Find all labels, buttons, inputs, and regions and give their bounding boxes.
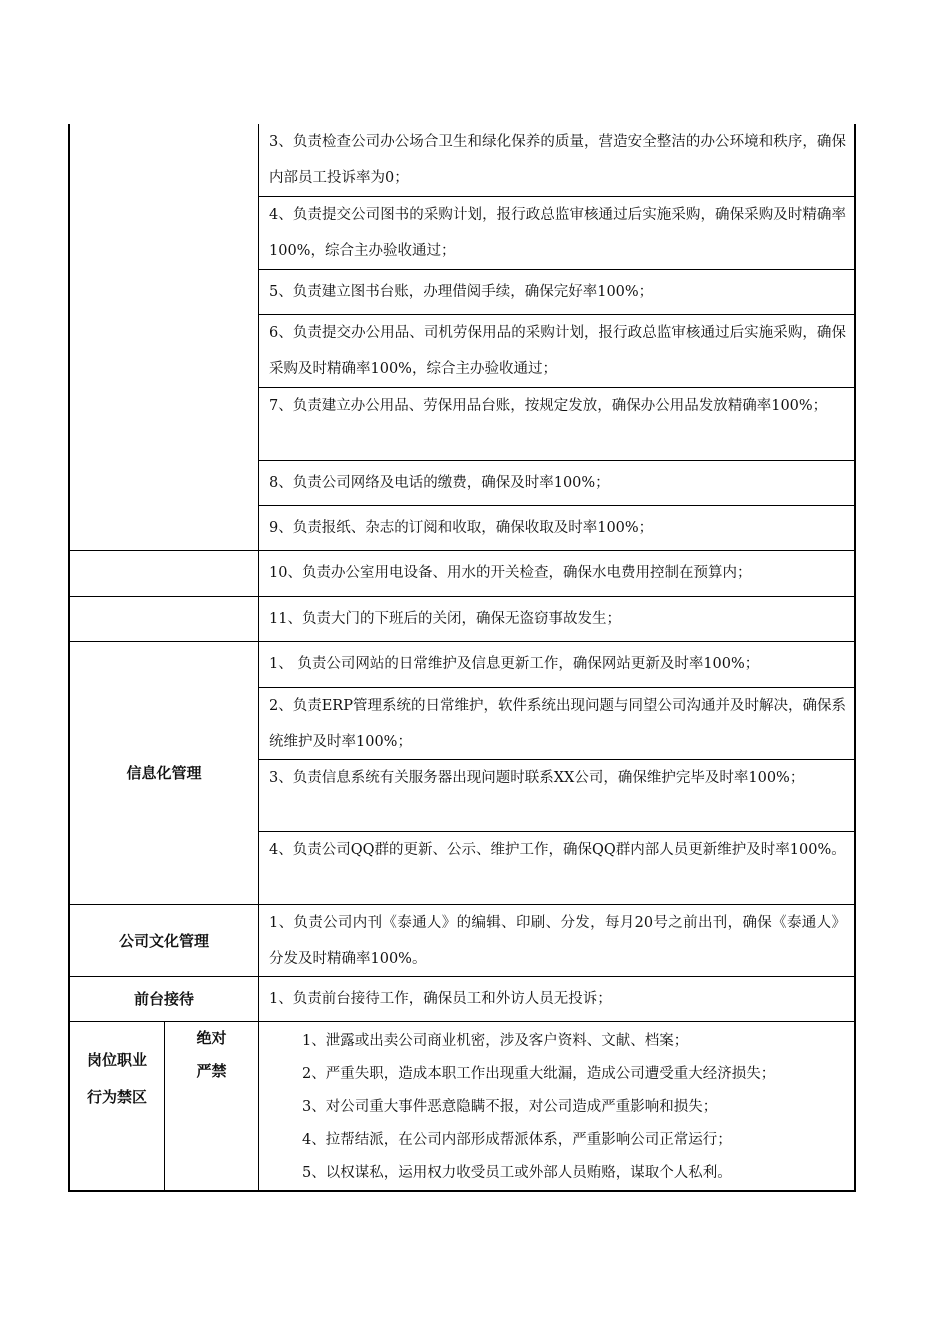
- culture-item: 1、负责公司内刊《泰通人》的编辑、印刷、分发，每月20号之前出刊，确保《泰通人》分发及时精确率100%。: [269, 915, 846, 967]
- forbidden-list: [260, 1022, 854, 1190]
- duty-item: 9、负责报纸、杂志的订阅和收取，确保收取及时率100%；: [269, 520, 654, 536]
- info-item: 1、 负责公司网站的日常维护及信息更新工作，确保网站更新及时率100%；: [269, 656, 760, 672]
- forbidden-item: 4、拉帮结派，在公司内部形成帮派体系，严重影响公司正常运行；: [302, 1132, 732, 1148]
- column-divider: [258, 124, 259, 1192]
- info-item: 4、负责公司QQ群的更新、公示、维护工作，确保QQ群内部人员更新维护及时率100%。: [269, 842, 846, 858]
- info-section-label: 信息化管理: [126, 764, 202, 782]
- forbidden-sub-label: [165, 1022, 258, 1088]
- duty-item: 8、负责公司网络及电话的缴费，确保及时率100%；: [269, 475, 610, 491]
- forbidden-sub-line2: 严禁: [196, 1062, 227, 1080]
- duty-item: 6、负责提交办公用品、司机劳保用品的采购计划，报行政总监审核通过后实施采购，确保采购及时精确率100%，综合主办验收通过；: [269, 325, 846, 377]
- duty-item: 5、负责建立图书台账，办理借阅手续，确保完好率100%；: [269, 284, 654, 300]
- duty-item: 3、负责检查公司办公场合卫生和绿化保养的质量，营造安全整洁的办公环境和秩序，确保内部员工投诉率为0；: [269, 134, 846, 186]
- duty-table: [68, 124, 856, 1192]
- info-item: 2、负责ERP管理系统的日常维护，软件系统出现问题与同望公司沟通并及时解决，确保系统维护及时率100%；: [269, 698, 846, 750]
- info-item: 3、负责信息系统有关服务器出现问题时联系XX公司，确保维护完毕及时率100%；: [269, 770, 805, 786]
- duty-item: 7、负责建立办公用品、劳保用品台账，按规定发放，确保办公用品发放精确率100%；: [269, 398, 828, 414]
- forbidden-sub-line1: 绝对: [196, 1029, 227, 1047]
- forbidden-label-line1: 岗位职业: [86, 1051, 147, 1069]
- forbidden-label-line2: 行为禁区: [86, 1088, 147, 1106]
- reception-section-label: 前台接待: [133, 990, 194, 1008]
- forbidden-item: 5、以权谋私，运用权力收受员工或外部人员贿赂，谋取个人私利。: [302, 1165, 732, 1181]
- culture-section-label: 公司文化管理: [118, 931, 209, 950]
- duty-item: 10、负责办公室用电设备、用水的开关检查，确保水电费用控制在预算内；: [269, 565, 752, 581]
- reception-item: 1、负责前台接待工作，确保员工和外访人员无投诉；: [269, 991, 612, 1007]
- duty-item: 4、负责提交公司图书的采购计划，报行政总监审核通过后实施采购，确保采购及时精确率100%，综合主办验收通过；: [269, 207, 846, 259]
- forbidden-item: 1、泄露或出卖公司商业机密，涉及客户资料、文献、档案；: [302, 1033, 689, 1049]
- forbidden-item: 3、对公司重大事件恶意隐瞒不报，对公司造成严重影响和损失；: [302, 1099, 718, 1115]
- duty-item: 11、负责大门的下班后的关闭，确保无盗窃事故发生；: [269, 611, 621, 627]
- forbidden-item: 2、严重失职，造成本职工作出现重大纰漏，造成公司遭受重大经济损失；: [302, 1066, 776, 1082]
- forbidden-section-label: [70, 1042, 164, 1116]
